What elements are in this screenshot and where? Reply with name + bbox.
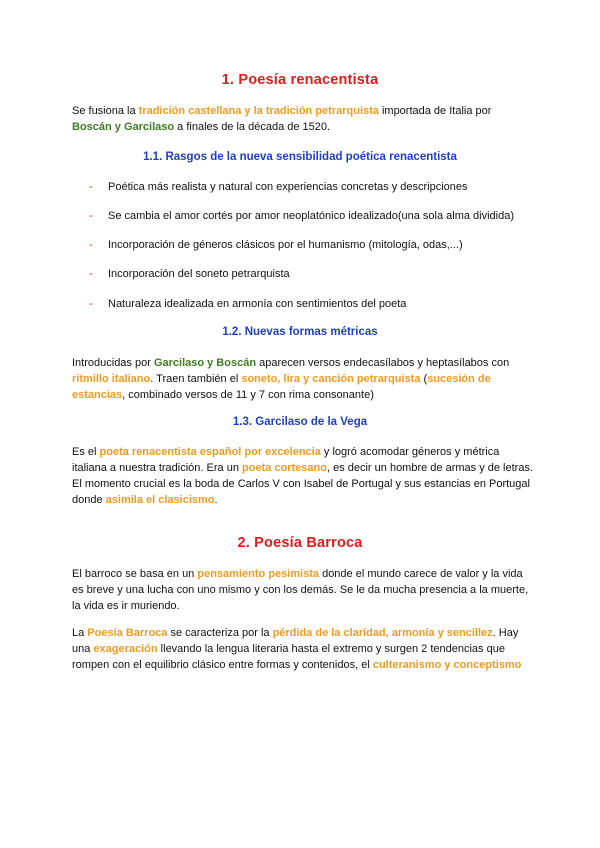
text: donde el mundo carece de valor y la vida es breve y una lucha con uno mismo y con los demás. Se le da mucha presencia a la muerte, la vida es ir muriendo. [72, 568, 529, 612]
subsection-1-3-paragraph [72, 444, 534, 508]
text: y logró acomodar géneros y métrica italiana a nuestra tradición. Era un [72, 446, 500, 474]
text: . Traen también el [150, 373, 242, 385]
section-2-paragraph-1 [72, 566, 534, 614]
list-item-text: Poética más realista y natural con experiencias concretas y descripciones [108, 181, 468, 193]
text: , combinado versos de 11 y 7 con rima consonante) [122, 389, 374, 401]
section-1-title: 1. Poesía renacentista [221, 72, 379, 88]
text: llevando la lengua literaria hasta el extremo y surgen 2 tendencias que rompen con el equilibrio clásico entre formas y contenidos, el [72, 643, 505, 671]
bullet-marker: - [89, 210, 93, 222]
text: . Hay una [72, 627, 519, 655]
highlight-orange: pensamiento pesimista [197, 568, 320, 580]
bullet-marker: - [89, 298, 93, 310]
highlight-orange: asimila el clasicismo [105, 494, 215, 506]
section-2-paragraph-2 [72, 625, 534, 673]
list-item-text: Naturaleza idealizada en armonía con sentimientos del poeta [108, 298, 407, 310]
text: El barroco se basa en un [72, 568, 198, 580]
highlight-orange: poeta cortesano [242, 462, 327, 474]
highlight-green: Boscán y Garcilaso [72, 121, 175, 133]
highlight-orange: sucesión de estancias [72, 373, 491, 401]
text: aparecen versos endecasílabos y heptasílabos con [256, 357, 510, 369]
highlight-orange: poeta renacentista español por excelencia [99, 446, 321, 458]
highlight-orange: culteranismo y conceptismo [372, 659, 522, 671]
text: Introducidas por [72, 357, 154, 369]
list-item-text: Se cambia el amor cortés por amor neoplatónico idealizado(una sola alma dividida) [108, 210, 514, 222]
subsection-1-1-title: 1.1. Rasgos de la nueva sensibilidad poética renacentista [143, 151, 457, 163]
text: La [72, 627, 88, 639]
highlight-orange: soneto, lira y canción petrarquista [241, 373, 421, 385]
highlight-orange: tradición castellana y la tradición petrarquista [138, 105, 379, 117]
text: Es el [72, 446, 100, 458]
text: , es decir un hombre de armas y de letras. El momento crucial es la boda de Carlos V con Isabel de Portugal y sus estancias en Portugal donde [72, 462, 534, 506]
bullet-marker: - [89, 181, 93, 193]
text: Se fusiona la [72, 105, 139, 117]
text: se caracteriza por la [167, 627, 273, 639]
subsection-1-2-paragraph [72, 355, 534, 403]
bullet-marker: - [89, 239, 93, 251]
text: ( [420, 373, 428, 385]
section-1-intro [72, 103, 534, 135]
highlight-orange: Poesía Barroca [87, 627, 168, 639]
highlight-orange: pérdida de la claridad, armonía y sencillez [272, 627, 493, 639]
subsection-1-2-title: 1.2. Nuevas formas métricas [222, 326, 378, 338]
text: . [214, 494, 218, 506]
subsection-1-3-title: 1.3. Garcilaso de la Vega [232, 416, 368, 428]
section-2-title: 2. Poesía Barroca [237, 535, 363, 551]
text: importada de Italia por [378, 105, 492, 117]
list-item-text: Incorporación de géneros clásicos por el humanismo (mitología, odas,...) [108, 239, 463, 251]
highlight-orange: exageración [93, 643, 158, 655]
bullet-marker: - [89, 268, 93, 280]
highlight-orange: ritmillo italiano [72, 373, 151, 385]
text: a finales de la década de 1520. [174, 121, 331, 133]
highlight-green: Garcilaso y Boscán [153, 357, 257, 369]
list-item-text: Incorporación del soneto petrarquista [108, 268, 290, 280]
